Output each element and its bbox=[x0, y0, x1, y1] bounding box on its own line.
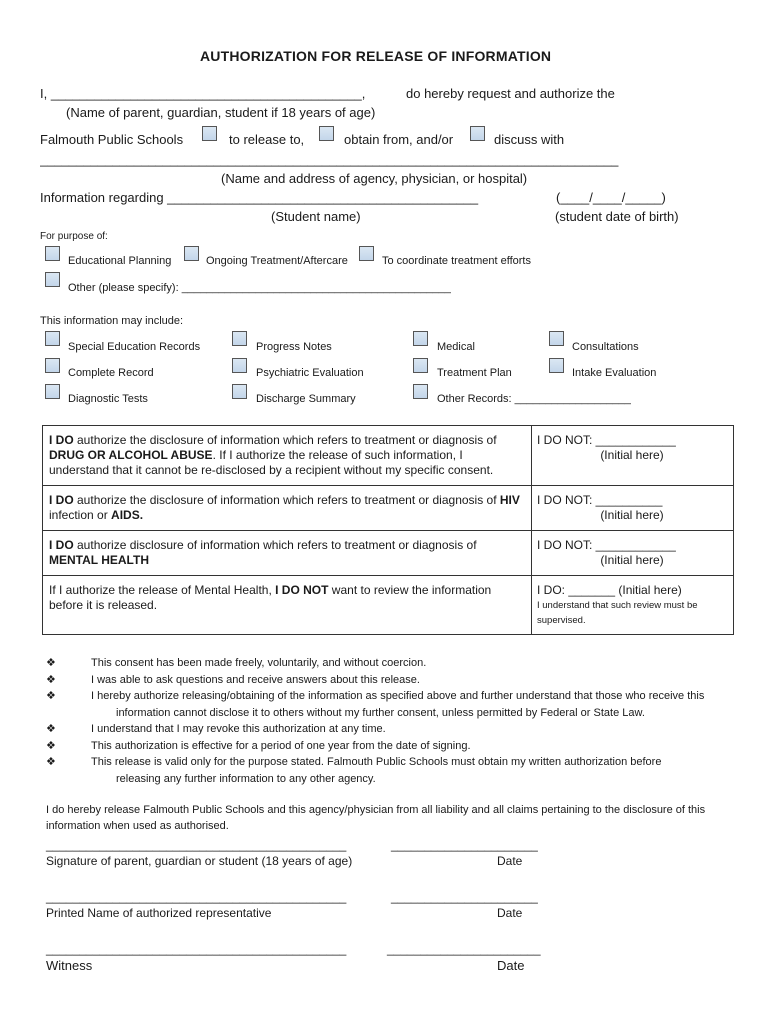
consultations-label: Consultations bbox=[572, 341, 639, 353]
list-item: ❖ I understand that I may revoke this authorization at any time. bbox=[46, 721, 731, 738]
diamond-bullet-icon: ❖ bbox=[46, 723, 56, 735]
dob-field[interactable]: (____/____/_____) bbox=[556, 190, 666, 205]
initial-caption: (Initial here) bbox=[600, 448, 664, 462]
diamond-bullet-icon: ❖ bbox=[46, 739, 56, 752]
hiv-aids-initial-field[interactable]: I DO NOT: __________ bbox=[537, 493, 663, 507]
printed-name-date-label: Date bbox=[497, 906, 523, 920]
complete-record-label: Complete Record bbox=[68, 367, 154, 379]
intake-evaluation-checkbox[interactable] bbox=[549, 358, 564, 373]
other-records-field[interactable]: Other Records: ___________________ bbox=[437, 393, 631, 405]
diamond-bullet-icon: ❖ bbox=[46, 756, 56, 768]
drug-alcohol-initial-field[interactable]: I DO NOT: ____________ bbox=[537, 433, 676, 447]
printed-name-field[interactable]: _____________________________________________ bbox=[46, 890, 347, 904]
discharge-summary-checkbox[interactable] bbox=[232, 384, 247, 399]
intake-evaluation-label: Intake Evaluation bbox=[572, 367, 657, 379]
table-row bbox=[43, 426, 734, 486]
coordinate-treatment-checkbox[interactable] bbox=[359, 246, 374, 261]
consent-table bbox=[42, 425, 734, 635]
release-to-checkbox[interactable] bbox=[202, 126, 217, 141]
psychiatric-evaluation-checkbox[interactable] bbox=[232, 358, 247, 373]
drug-alcohol-initial-cell[interactable] bbox=[532, 426, 734, 486]
hiv-aids-consent-text: I DO authorize the disclosure of information which refers to treatment or diagnosis of HIV infection or AIDS. bbox=[43, 486, 532, 531]
medical-label: Medical bbox=[437, 341, 475, 353]
diagnostic-tests-label: Diagnostic Tests bbox=[68, 393, 148, 405]
include-heading: This information may include: bbox=[40, 315, 184, 327]
release-to-label: to release to, bbox=[229, 132, 305, 147]
treatment-plan-checkbox[interactable] bbox=[413, 358, 428, 373]
discuss-with-checkbox[interactable] bbox=[470, 126, 485, 141]
discharge-summary-label: Discharge Summary bbox=[256, 393, 356, 405]
student-name-field[interactable]: Information regarding ___________________________________________ bbox=[40, 190, 479, 205]
agency-caption: (Name and address of agency, physician, or hospital) bbox=[221, 171, 528, 186]
review-note: I understand that such review must be supervised. bbox=[537, 600, 698, 626]
educational-planning-checkbox[interactable] bbox=[45, 246, 60, 261]
signature-label: Signature of parent, guardian or student (18 years of age) bbox=[46, 854, 353, 868]
form-title: AUTHORIZATION FOR RELEASE OF INFORMATION bbox=[200, 48, 552, 64]
signature-field[interactable]: _____________________________________________ bbox=[46, 838, 347, 852]
diamond-bullet-icon: ❖ bbox=[46, 657, 56, 669]
name-field[interactable]: I, ___________________________________________, bbox=[40, 86, 366, 101]
coordinate-treatment-label: To coordinate treatment efforts bbox=[382, 255, 531, 267]
list-item: ❖ I hereby authorize releasing/obtaining of the information as specified above and further understand that those who receive this information cannot disclose it to others without my further consent, unless permitted by Federal or State Law. bbox=[46, 690, 705, 719]
school-name: Falmouth Public Schools bbox=[40, 132, 184, 147]
review-consent-text: If I authorize the release of Mental Health, I DO NOT want to review the information before it is released. bbox=[43, 576, 532, 635]
agency-field[interactable]: ________________________________________________________________________________ bbox=[40, 152, 619, 167]
authorize-text: do hereby request and authorize the bbox=[406, 86, 615, 101]
progress-notes-label: Progress Notes bbox=[256, 341, 332, 353]
witness-date-label: Date bbox=[497, 958, 525, 973]
educational-planning-label: Educational Planning bbox=[68, 255, 172, 267]
table-row bbox=[43, 576, 734, 635]
list-item: ❖ I was able to ask questions and receive answers about this release. bbox=[46, 672, 731, 689]
printed-name-date-field[interactable]: ______________________ bbox=[391, 890, 538, 904]
progress-notes-checkbox[interactable] bbox=[232, 331, 247, 346]
witness-date-field[interactable]: _______________________ bbox=[387, 942, 541, 956]
list-item: ❖ This authorization is effective for a period of one year from the date of signing. bbox=[46, 738, 731, 755]
signature-date-field[interactable]: ______________________ bbox=[391, 838, 538, 852]
complete-record-checkbox[interactable] bbox=[45, 358, 60, 373]
table-row bbox=[43, 486, 734, 531]
release-statement-line1: I do hereby release Falmouth Public Schools and this agency/physician from all liability and all claims pertaining to the disclosure of this bbox=[46, 804, 706, 816]
diamond-bullet-icon: ❖ bbox=[46, 673, 56, 686]
initial-caption: (Initial here) bbox=[600, 508, 664, 522]
other-purpose-checkbox[interactable] bbox=[45, 272, 60, 287]
obtain-from-checkbox[interactable] bbox=[319, 126, 334, 141]
medical-checkbox[interactable] bbox=[413, 331, 428, 346]
witness-label: Witness bbox=[46, 958, 93, 973]
review-initial-field[interactable]: I DO: _______ (Initial here) bbox=[537, 583, 682, 597]
name-caption: (Name of parent, guardian, student if 18 years of age) bbox=[66, 105, 376, 120]
ongoing-treatment-checkbox[interactable] bbox=[184, 246, 199, 261]
list-item: ❖ This consent has been made freely, voluntarily, and without coercion. bbox=[46, 655, 731, 672]
purpose-heading: For purpose of: bbox=[40, 231, 108, 242]
special-education-label: Special Education Records bbox=[68, 341, 201, 353]
printed-name-label: Printed Name of authorized representative bbox=[46, 906, 272, 920]
release-statement-line2: information when used as authorised. bbox=[46, 820, 229, 832]
dob-caption: (student date of birth) bbox=[555, 209, 679, 224]
table-row bbox=[43, 531, 734, 576]
ongoing-treatment-label: Ongoing Treatment/Aftercare bbox=[206, 255, 348, 267]
initial-caption: (Initial here) bbox=[600, 553, 664, 567]
mental-health-consent-text: I DO authorize disclosure of information which refers to treatment or diagnosis of MENTAL HEALTH bbox=[43, 531, 532, 576]
consultations-checkbox[interactable] bbox=[549, 331, 564, 346]
review-initial-cell[interactable] bbox=[532, 576, 734, 635]
drug-alcohol-consent-text: I DO authorize the disclosure of information which refers to treatment or diagnosis of DRUG OR ALCOHOL ABUSE. If I authorize the release of such information, I understand that it cannot be re-disclosed by a recipient without my specific consent. bbox=[43, 426, 532, 486]
other-records-checkbox[interactable] bbox=[413, 384, 428, 399]
mental-health-initial-cell[interactable] bbox=[532, 531, 734, 576]
obtain-from-label: obtain from, and/or bbox=[344, 132, 454, 147]
list-item: ❖ This release is valid only for the purpose stated. Falmouth Public Schools must obtain my written authorization before releasing any further information to any other agency. bbox=[46, 756, 662, 785]
diagnostic-tests-checkbox[interactable] bbox=[45, 384, 60, 399]
witness-field[interactable]: _____________________________________________ bbox=[46, 942, 347, 956]
psychiatric-evaluation-label: Psychiatric Evaluation bbox=[256, 367, 364, 379]
treatment-plan-label: Treatment Plan bbox=[437, 367, 512, 379]
special-education-checkbox[interactable] bbox=[45, 331, 60, 346]
hiv-aids-initial-cell[interactable] bbox=[532, 486, 734, 531]
diamond-bullet-icon: ❖ bbox=[46, 690, 56, 702]
other-purpose-field[interactable]: Other (please specify): ____________________________________________ bbox=[68, 282, 451, 294]
discuss-with-label: discuss with bbox=[494, 132, 565, 147]
consent-statements bbox=[46, 655, 731, 787]
student-name-caption: (Student name) bbox=[271, 209, 361, 224]
mental-health-initial-field[interactable]: I DO NOT: ____________ bbox=[537, 538, 676, 552]
signature-date-label: Date bbox=[497, 854, 523, 868]
